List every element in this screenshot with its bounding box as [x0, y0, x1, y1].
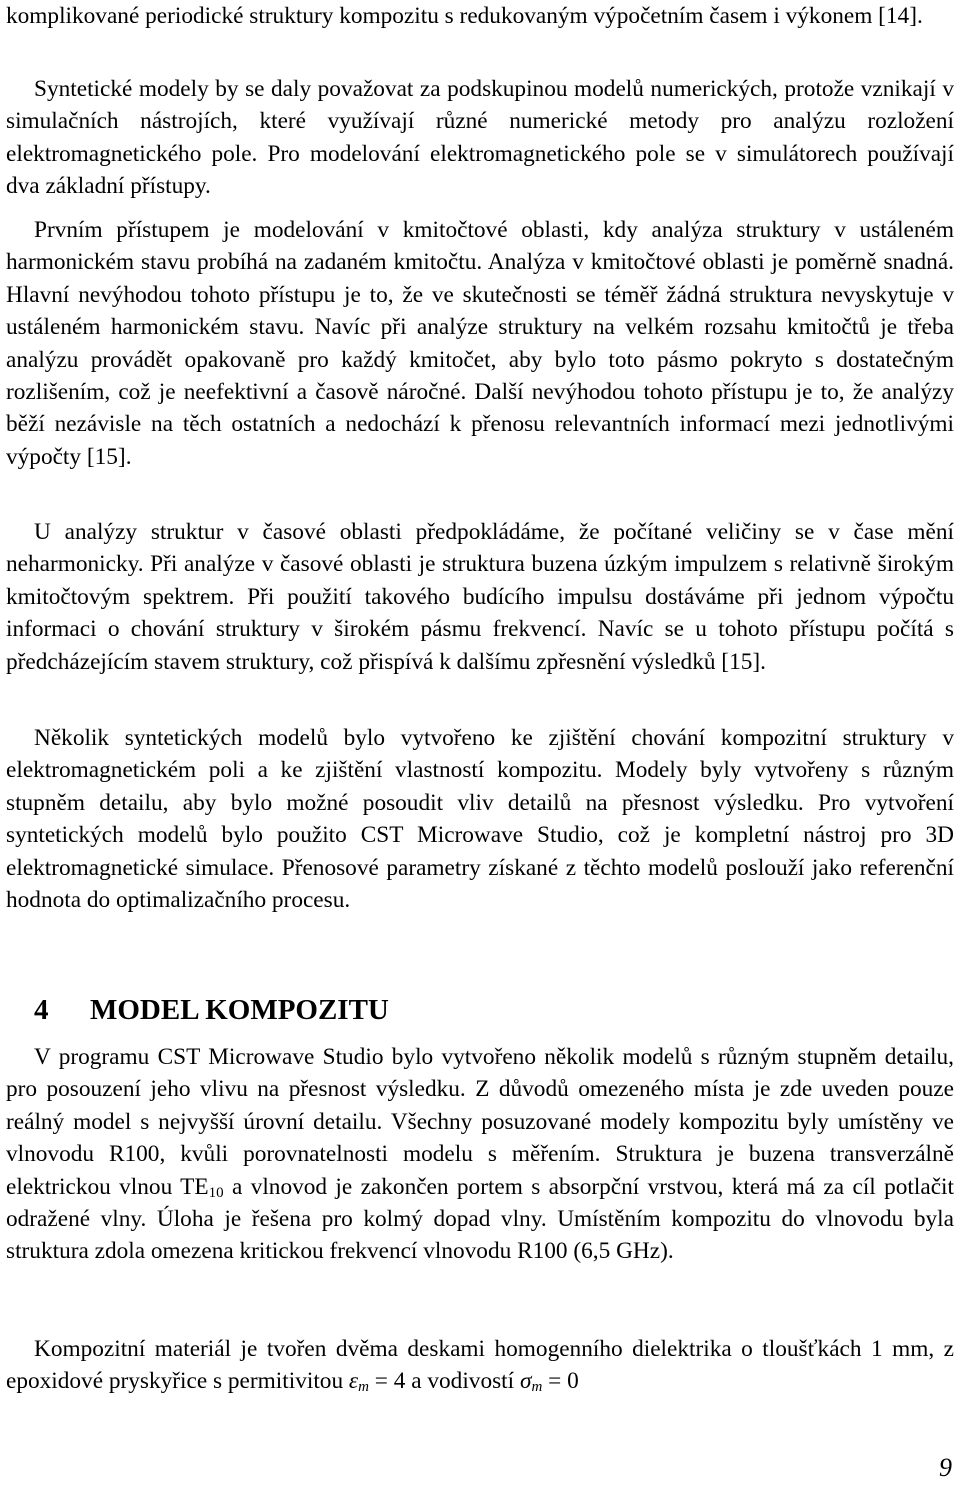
section-heading [34, 992, 389, 1028]
text-run: a vlnovod je zakončen portem s absorpční vrstvou, která má za cíl potlačit odražené vlny. Úloha je řešena pro kolmý dopad vlny. Umístěním kompozitu do vlnovodu byla struktura zdola omezena kritickou frekvencí vlnovodu R100 (6,5 GHz). [6, 1173, 954, 1265]
paragraph-continuation: komplikované periodické struktury kompozitu s redukovaným výpočetním časem i výkonem [14]. [6, 3, 923, 29]
symbol-sigma: σ [519, 1368, 532, 1395]
paragraph-synthetic-models-created: Několik syntetických modelů bylo vytvořeno ke zjištění chování kompozitní struktury v elektromagnetickém poli a ke zjištění vlastností kompozitu. Modely byly vytvořeny s různým stupněm detailu, aby bylo možné posoudit vliv detailů na přesnost výsledku. Pro vytvoření syntetických modelů bylo použito CST Microwave Studio, což je kompletní nástroj pro 3D elektromagnetické simulace. Přenosové parametry získané z těchto modelů poslouží jako referenční hodnota do optimalizačního procesu. [6, 725, 954, 914]
text-run: Kompozitní materiál je tvořen dvěma deskami homogenního dielektrika o tloušťkách 1 mm, z epoxidové pryskyřice s permitivitou [6, 1336, 954, 1395]
subscript-text: m [531, 1379, 543, 1396]
subscript [358, 1379, 369, 1395]
paragraph-synthetic-models: Syntetické modely by se daly považovat za podskupinou modelů numerických, protože vznikají v simulačních nástrojích, které využívají různé numerické metody pro analýzu rozložení elektromagnetického pole. Pro modelování elektromagnetického pole se v simulátorech používají dva základní přístupy. [6, 76, 954, 200]
text-run: = 0 [542, 1368, 579, 1395]
symbol-epsilon: ε [348, 1368, 359, 1395]
subscript-text: m [358, 1379, 369, 1396]
paragraph-frequency-domain: Prvním přístupem je modelování v kmitočtové oblasti, kdy analýza struktury v ustáleném harmonickém stavu probíhá na zadaném kmitočtu. Analýza v kmitočtové oblasti je poměrně snadná. Hlavní nevýhodou tohoto přístupu je to, že ve skutečnosti se téměř žádná struktura nevyskytuje v ustáleném harmonickém stavu. Navíc při analýze struktury na velkém rozsahu kmitočtů je třeba analýzu provádět opakovaně pro každý kmitočet, aby bylo toto pásmo pokryto s dostatečným rozlišením, což je neefektivní a časově náročné. Další nevýhodou tohoto přístupu je to, že analýzy běží nezávisle na těch ostatních a nedochází k přenosu relevantních informací mezi jednotlivými výpočty [15]. [6, 217, 954, 470]
subscript [531, 1379, 542, 1395]
page-number: 9 [939, 1453, 952, 1482]
paragraph-time-domain: U analýzy struktur v časové oblasti předpokládáme, že počítané veličiny se v čase mění neharmonicky. Při analýze v časové oblasti je struktura buzena úzkým impulzem s relativně širokým kmitočtovým spektrem. Při použití takového budícího impulsu dostáváme při jednom výpočtu informaci o chování struktury v širokém pásmu frekvencí. Navíc se u tohoto přístupu počítá s předcházejícím stavem struktury, což přispívá k dalšímu zpřesnění výsledků [15]. [6, 519, 954, 675]
section-title: MODEL KOMPOZITU [90, 994, 389, 1026]
subscript: 10 [208, 1184, 224, 1201]
text-run: = 4 a vodivostí [368, 1368, 520, 1395]
section-number: 4 [34, 994, 49, 1026]
paragraph-composite-material [6, 1333, 954, 1398]
paragraph-cst-models [6, 1041, 954, 1268]
text-run: V programu CST Microwave Studio bylo vytvořeno několik modelů s různým stupněm detailu, pro posouzení jeho vlivu na přesnost výsledku. Z důvodů omezeného místa je zde uveden pouze reálný model s nejvyšší úrovní detailu. Všechny posuzované modely kompozitu byly umístěny ve vlnovodu R100, kvůli porovnatelnosti modelu s měřením. Struktura je buzena transverzálně elektrickou vlnou TE [6, 1044, 954, 1200]
